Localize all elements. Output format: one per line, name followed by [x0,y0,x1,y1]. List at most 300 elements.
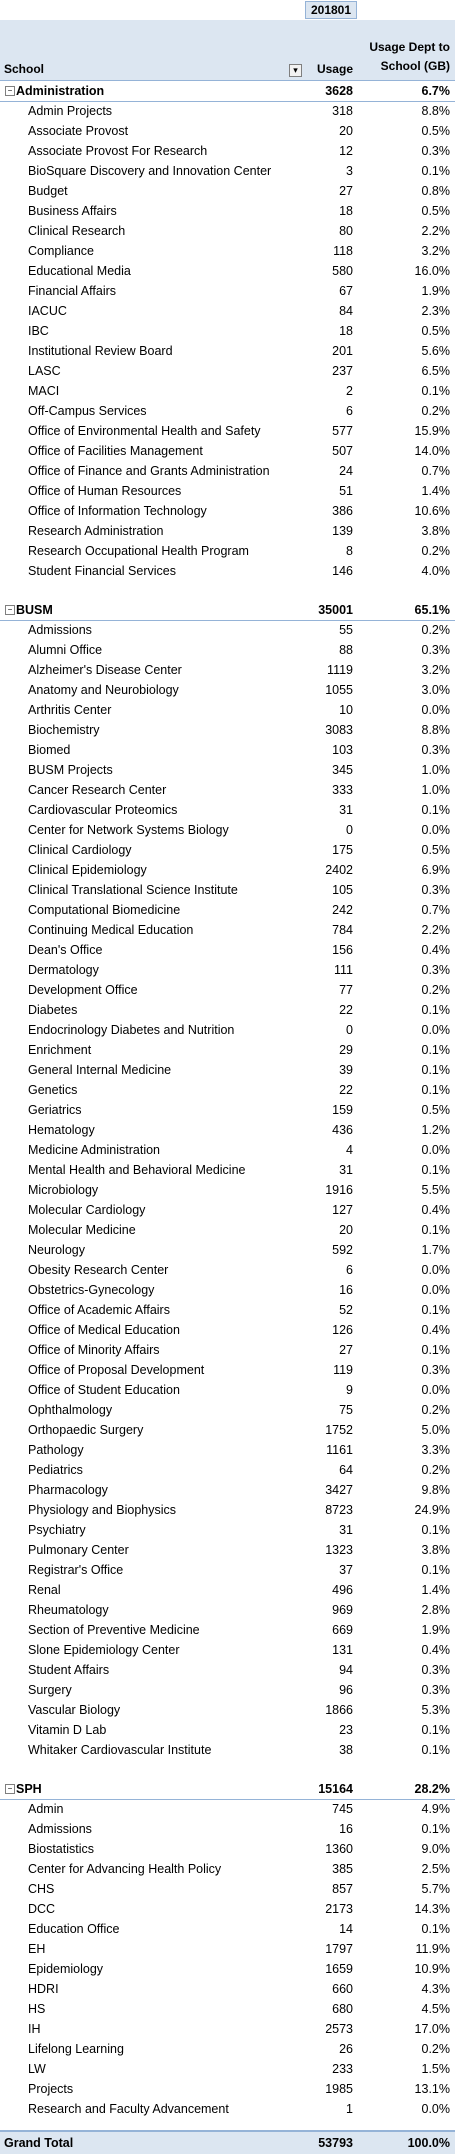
department-usage: 31 [339,1523,353,1537]
table-row[interactable] [0,1200,455,1220]
department-name: Office of Environmental Health and Safety [28,424,261,438]
table-row[interactable] [0,2059,455,2079]
table-row[interactable] [0,521,455,541]
department-name: Projects [28,2082,74,2096]
department-pct: 0.1% [421,1003,450,1017]
department-pct: 2.2% [421,923,450,937]
department-name: Whitaker Cardiovascular Institute [28,1743,212,1757]
table-row[interactable] [0,2099,455,2119]
department-pct: 1.5% [421,2062,450,2076]
table-row[interactable] [0,301,455,321]
table-row[interactable] [0,401,455,421]
department-name: Psychiatry [28,1523,86,1537]
grand-total-pct: 100.0% [407,2136,450,2150]
department-usage: 386 [332,504,353,518]
department-pct: 0.2% [421,404,450,418]
department-name: LASC [28,364,61,378]
table-row[interactable] [0,1819,455,1839]
department-name: Diabetes [28,1003,78,1017]
department-pct: 4.3% [421,1982,450,1996]
table-row[interactable] [0,760,455,780]
department-usage: 146 [332,564,353,578]
table-row[interactable] [0,1060,455,1080]
table-row[interactable] [0,1320,455,1340]
department-pct: 2.5% [421,1862,450,1876]
table-row[interactable] [0,740,455,760]
department-name: Office of Human Resources [28,484,182,498]
department-pct: 0.5% [421,124,450,138]
department-usage: 0 [346,1023,353,1037]
filter-dropdown-icon[interactable]: ▾ [289,64,302,77]
department-usage: 175 [332,843,353,857]
department-name: Admin Projects [28,104,113,118]
table-row[interactable] [0,980,455,1000]
department-pct: 0.1% [421,1822,450,1836]
table-row[interactable] [0,1620,455,1640]
table-row[interactable] [0,321,455,341]
table-row[interactable] [0,640,455,660]
table-row[interactable] [0,1500,455,1520]
department-usage: 67 [339,284,353,298]
department-usage: 3427 [325,1483,353,1497]
group-name: Administration [16,84,105,98]
grand-total-row [0,2130,455,2154]
department-pct: 17.0% [414,2022,450,2036]
department-pct: 0.1% [421,1083,450,1097]
department-pct: 0.0% [421,1283,450,1297]
department-usage: 111 [333,963,353,977]
department-usage: 580 [332,264,353,278]
department-pct: 0.3% [421,643,450,657]
department-usage: 1985 [325,2082,353,2096]
department-pct: 0.3% [421,883,450,897]
department-name: Vascular Biology [28,1703,121,1717]
department-usage: 18 [339,204,353,218]
department-name: Ophthalmology [28,1403,113,1417]
department-pct: 5.5% [421,1183,450,1197]
group-pct: 28.2% [414,1782,450,1796]
table-row[interactable] [0,1979,455,1999]
department-usage: 84 [339,304,353,318]
collapse-toggle-icon[interactable]: − [5,605,15,615]
table-row[interactable] [0,1879,455,1899]
table-row[interactable] [0,1899,455,1919]
table-row[interactable] [0,1440,455,1460]
table-row[interactable] [0,441,455,461]
department-name: Obesity Research Center [28,1263,169,1277]
department-pct: 2.2% [421,224,450,238]
table-row[interactable] [0,1640,455,1660]
department-name: Pediatrics [28,1463,83,1477]
table-row[interactable] [0,1340,455,1360]
department-name: Alumni Office [28,643,103,657]
table-row[interactable] [0,1100,455,1120]
table-row[interactable] [0,561,455,581]
department-pct: 0.7% [421,464,450,478]
department-name: Business Affairs [28,204,117,218]
department-usage: 0 [346,823,353,837]
department-pct: 0.1% [421,1163,450,1177]
department-usage: 496 [332,1583,353,1597]
department-name: Clinical Epidemiology [28,863,147,877]
department-pct: 0.1% [421,1723,450,1737]
department-pct: 4.0% [421,564,450,578]
department-usage: 1866 [325,1703,353,1717]
department-pct: 0.1% [421,1223,450,1237]
table-row[interactable] [0,1400,455,1420]
department-name: Office of Academic Affairs [28,1303,170,1317]
department-pct: 10.9% [414,1962,450,1976]
table-row[interactable] [0,1720,455,1740]
department-usage: 156 [332,943,353,957]
table-row[interactable] [0,1140,455,1160]
department-name: Admissions [28,623,92,637]
table-row[interactable] [0,1939,455,1959]
table-row[interactable] [0,1580,455,1600]
group-usage: 3628 [325,84,353,98]
table-row[interactable] [0,1020,455,1040]
department-pct: 5.3% [421,1703,450,1717]
department-usage: 1 [346,2102,353,2116]
department-usage: 94 [339,1663,353,1677]
department-usage: 1161 [326,1443,353,1457]
table-row[interactable] [0,720,455,740]
department-name: Dean's Office [28,943,103,957]
department-name: Hematology [28,1123,95,1137]
department-pct: 9.8% [421,1483,450,1497]
table-row[interactable] [0,201,455,221]
table-row[interactable] [0,1420,455,1440]
table-row[interactable] [0,2039,455,2059]
department-pct: 6.9% [421,863,450,877]
table-row[interactable] [0,1040,455,1060]
period-band [0,0,455,20]
department-usage: 12 [339,144,353,158]
department-usage: 857 [332,1882,353,1896]
table-row[interactable] [0,1220,455,1240]
table-row[interactable] [0,800,455,820]
department-pct: 1.0% [421,783,450,797]
department-usage: 1916 [325,1183,353,1197]
table-row[interactable] [0,421,455,441]
department-name: Epidemiology [28,1962,104,1976]
department-pct: 0.3% [421,1663,450,1677]
table-row[interactable] [0,840,455,860]
department-name: Biochemistry [28,723,100,737]
department-usage: 318 [332,104,353,118]
department-pct: 0.3% [421,743,450,757]
department-usage: 1119 [327,663,353,677]
department-pct: 0.4% [421,1203,450,1217]
department-usage: 75 [339,1403,353,1417]
department-usage: 1360 [325,1842,353,1856]
table-row[interactable] [0,1240,455,1260]
table-row[interactable] [0,1480,455,1500]
group-usage: 35001 [318,603,353,617]
table-row[interactable] [0,940,455,960]
department-usage: 969 [332,1603,353,1617]
department-usage: 1752 [325,1423,353,1437]
department-pct: 0.0% [421,823,450,837]
department-usage: 680 [332,2002,353,2016]
department-pct: 0.3% [421,1363,450,1377]
department-pct: 0.1% [421,1303,450,1317]
department-name: Center for Advancing Health Policy [28,1862,222,1876]
department-pct: 0.2% [421,544,450,558]
department-usage: 23 [339,1723,353,1737]
department-usage: 77 [339,983,353,997]
department-name: Slone Epidemiology Center [28,1643,180,1657]
department-pct: 0.0% [421,2102,450,2116]
table-row[interactable] [0,141,455,161]
group-usage: 15164 [318,1782,353,1796]
department-name: Anatomy and Neurobiology [28,683,179,697]
department-pct: 3.2% [421,244,450,258]
department-usage: 3 [346,164,353,178]
department-usage: 333 [332,783,353,797]
collapse-toggle-icon[interactable]: − [5,1784,15,1794]
table-row[interactable] [0,1280,455,1300]
table-row[interactable] [0,181,455,201]
department-usage: 22 [339,1003,353,1017]
department-name: Clinical Cardiology [28,843,132,857]
table-row[interactable] [0,1180,455,1200]
department-name: Vitamin D Lab [28,1723,107,1737]
department-pct: 0.2% [421,1403,450,1417]
department-name: Office of Proposal Development [28,1363,205,1377]
department-pct: 3.3% [421,1443,450,1457]
department-name: Clinical Translational Science Institute [28,883,238,897]
table-row[interactable] [0,1799,455,1819]
department-usage: 4 [346,1143,353,1157]
department-name: General Internal Medicine [28,1063,172,1077]
department-name: Pharmacology [28,1483,108,1497]
department-name: Endocrinology Diabetes and Nutrition [28,1023,235,1037]
department-usage: 16 [339,1283,353,1297]
collapse-toggle-icon[interactable]: − [5,86,15,96]
group-name: SPH [16,1782,42,1796]
table-row[interactable] [0,900,455,920]
department-usage: 22 [339,1083,353,1097]
table-row[interactable] [0,660,455,680]
department-pct: 0.0% [421,1383,450,1397]
department-pct: 1.4% [421,1583,450,1597]
department-pct: 3.8% [421,524,450,538]
department-name: IACUC [28,304,67,318]
department-usage: 660 [332,1982,353,1996]
department-pct: 1.4% [421,484,450,498]
department-pct: 24.9% [414,1503,450,1517]
department-pct: 6.5% [421,364,450,378]
table-row[interactable] [0,1160,455,1180]
department-pct: 14.3% [414,1902,450,1916]
department-pct: 0.0% [421,1143,450,1157]
table-row[interactable] [0,461,455,481]
table-row[interactable] [0,1859,455,1879]
department-pct: 0.4% [421,1323,450,1337]
table-row[interactable] [0,101,455,121]
table-row[interactable] [0,1540,455,1560]
department-name: Lifelong Learning [28,2042,124,2056]
table-row[interactable] [0,1260,455,1280]
group-pct: 6.7% [421,84,450,98]
department-usage: 2573 [325,2022,353,2036]
department-name: Office of Student Education [28,1383,180,1397]
department-name: Neurology [28,1243,85,1257]
table-row[interactable] [0,1660,455,1680]
department-usage: 8723 [325,1503,353,1517]
table-row[interactable] [0,960,455,980]
department-pct: 0.1% [421,1063,450,1077]
department-name: Alzheimer's Disease Center [28,663,182,677]
department-name: Off-Campus Services [28,404,147,418]
table-row[interactable] [0,221,455,241]
table-row[interactable] [0,780,455,800]
department-usage: 16 [339,1822,353,1836]
department-name: Obstetrics-Gynecology [28,1283,155,1297]
table-row[interactable] [0,1700,455,1720]
table-row[interactable] [0,1560,455,1580]
table-row[interactable] [0,1680,455,1700]
table-row[interactable] [0,2019,455,2039]
department-pct: 0.4% [421,1643,450,1657]
table-row[interactable] [0,1740,455,1760]
department-name: CHS [28,1882,55,1896]
department-pct: 5.7% [421,1882,450,1896]
table-row[interactable] [0,1600,455,1620]
department-pct: 0.3% [421,963,450,977]
department-usage: 27 [339,1343,353,1357]
department-pct: 0.1% [421,384,450,398]
table-row[interactable] [0,1520,455,1540]
table-row[interactable] [0,620,455,640]
department-name: MACI [28,384,60,398]
department-name: Registrar's Office [28,1563,124,1577]
department-name: Admin [28,1802,64,1816]
table-row[interactable] [0,541,455,561]
department-name: Office of Facilities Management [28,444,203,458]
department-usage: 2402 [325,863,353,877]
department-usage: 784 [332,923,353,937]
department-usage: 2 [346,384,353,398]
department-name: Office of Minority Affairs [28,1343,160,1357]
department-usage: 105 [332,883,353,897]
table-row[interactable] [0,241,455,261]
table-row[interactable] [0,1460,455,1480]
department-name: Center for Network Systems Biology [28,823,229,837]
table-row[interactable] [0,1959,455,1979]
department-pct: 0.1% [421,1743,450,1757]
table-row[interactable] [0,361,455,381]
department-pct: 1.9% [421,1623,450,1637]
table-row[interactable] [0,1380,455,1400]
grand-total-usage: 53793 [318,2136,353,2150]
department-usage: 39 [339,1063,353,1077]
table-row[interactable] [0,880,455,900]
department-name: Budget [28,184,68,198]
department-name: Pathology [28,1443,84,1457]
period-column-label[interactable]: 201801 [305,1,357,19]
table-row[interactable] [0,700,455,720]
department-name: Section of Preventive Medicine [28,1623,200,1637]
department-name: Geriatrics [28,1103,82,1117]
department-name: Research and Faculty Advancement [28,2102,229,2116]
department-usage: 1659 [325,1962,353,1976]
department-usage: 119 [333,1363,353,1377]
department-pct: 0.5% [421,843,450,857]
department-name: Mental Health and Behavioral Medicine [28,1163,246,1177]
department-usage: 1797 [325,1942,353,1956]
department-usage: 14 [339,1922,353,1936]
department-usage: 385 [332,1862,353,1876]
department-usage: 26 [339,2042,353,2056]
usage-header: Usage [316,62,353,76]
department-usage: 577 [332,424,353,438]
table-row[interactable] [0,2079,455,2099]
department-pct: 0.4% [421,943,450,957]
department-pct: 15.9% [414,424,450,438]
department-name: BioSquare Discovery and Innovation Center [28,164,272,178]
table-row[interactable] [0,381,455,401]
department-name: Associate Provost For Research [28,144,208,158]
table-row[interactable] [0,261,455,281]
department-name: Microbiology [28,1183,99,1197]
department-name: Renal [28,1583,61,1597]
department-pct: 16.0% [414,264,450,278]
department-usage: 118 [333,244,353,258]
table-row[interactable] [0,481,455,501]
department-usage: 242 [332,903,353,917]
department-usage: 2173 [325,1902,353,1916]
table-row[interactable] [0,920,455,940]
department-pct: 2.8% [421,1603,450,1617]
department-name: Compliance [28,244,95,258]
department-usage: 96 [339,1683,353,1697]
department-name: Rheumatology [28,1603,109,1617]
department-name: Computational Biomedicine [28,903,181,917]
table-row[interactable] [0,860,455,880]
table-row[interactable] [0,281,455,301]
table-row[interactable] [0,501,455,521]
table-row[interactable] [0,1120,455,1140]
department-pct: 4.9% [421,1802,450,1816]
table-row[interactable] [0,1000,455,1020]
department-usage: 127 [332,1203,353,1217]
department-pct: 0.1% [421,1523,450,1537]
department-name: Student Financial Services [28,564,176,578]
table-row[interactable] [0,1080,455,1100]
table-row[interactable] [0,1839,455,1859]
department-usage: 18 [339,324,353,338]
table-row[interactable] [0,121,455,141]
department-name: Molecular Cardiology [28,1203,146,1217]
table-row[interactable] [0,161,455,181]
department-usage: 131 [332,1643,353,1657]
department-name: Research Administration [28,524,164,538]
table-row[interactable] [0,341,455,361]
table-row[interactable] [0,680,455,700]
table-row[interactable] [0,1919,455,1939]
table-row[interactable] [0,820,455,840]
department-usage: 51 [339,484,353,498]
table-row[interactable] [0,1300,455,1320]
school-header: School [4,62,45,76]
table-row[interactable] [0,1360,455,1380]
department-pct: 8.8% [421,104,450,118]
department-usage: 9 [346,1383,353,1397]
table-row[interactable] [0,1999,455,2019]
pivot-header-row [0,20,455,81]
